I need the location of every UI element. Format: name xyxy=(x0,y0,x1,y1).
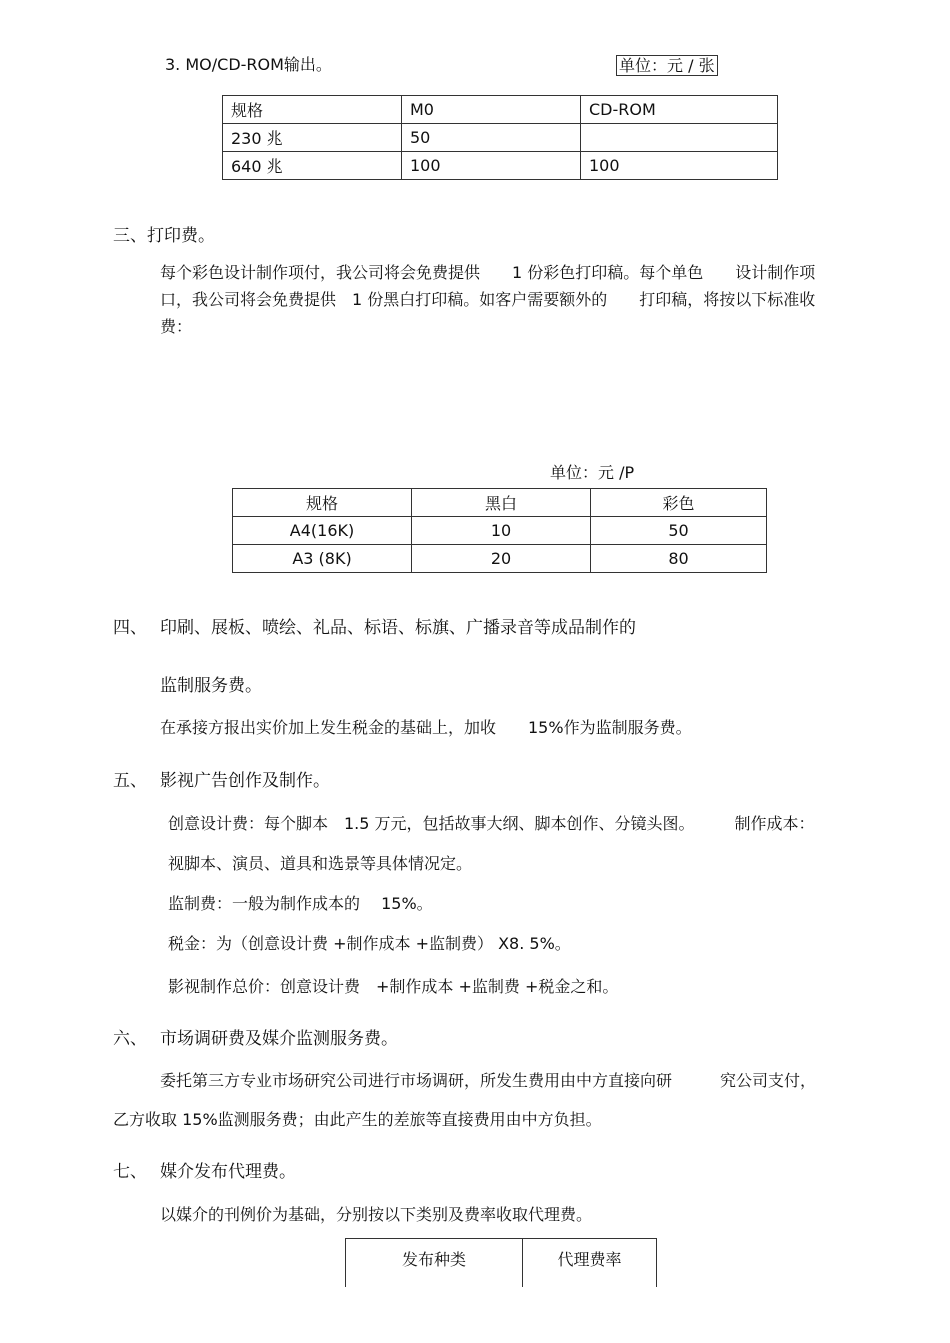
paragraph-line: 创意设计费：每个脚本 1.5 万元，包括故事大纲、脚本创作、分镜头图。 制作成本： xyxy=(168,814,815,833)
table-header-row xyxy=(346,1239,657,1288)
paragraph-line: 费： xyxy=(160,317,193,336)
item3-title: 3. MO/CD-ROM输出。 xyxy=(165,55,332,74)
table-header-row xyxy=(223,96,778,124)
section-number: 五、 xyxy=(113,771,147,791)
table-cell: A4(16K) xyxy=(233,517,412,545)
table-cell: 100 xyxy=(581,152,778,180)
paragraph-line: 在承接方报出实价加上发生税金的基础上，加收 15%作为监制服务费。 xyxy=(160,718,692,737)
section-heading: 影视广告创作及制作。 xyxy=(160,771,330,791)
table-header-row xyxy=(233,489,767,517)
table-header-cell: M0 xyxy=(402,96,581,124)
section-heading: 市场调研费及媒介监测服务费。 xyxy=(160,1029,398,1049)
paragraph-line: 乙方收取 15%监测服务费；由此产生的差旅等直接费用由中方负担。 xyxy=(113,1110,602,1129)
print-fee-table xyxy=(232,488,767,573)
paragraph-line: 以媒介的刊例价为基础，分别按以下类别及费率收取代理费。 xyxy=(160,1205,593,1224)
paragraph-line: 口，我公司将会免费提供 1 份黑白打印稿。如客户需要额外的 打印稿，将按以下标准收 xyxy=(160,290,816,309)
section-number: 七、 xyxy=(113,1162,147,1182)
section-number: 四、 xyxy=(113,618,147,638)
table-cell xyxy=(581,124,778,152)
section-number: 六、 xyxy=(113,1029,147,1049)
table-header-cell: 彩色 xyxy=(591,489,767,517)
paragraph-line: 视脚本、演员、道具和选景等具体情况定。 xyxy=(168,854,473,873)
paragraph-line: 监制费：一般为制作成本的 15%。 xyxy=(168,894,433,913)
table-cell: A3 (8K) xyxy=(233,545,412,573)
agency-fee-table xyxy=(345,1238,657,1287)
table-cell: 10 xyxy=(412,517,591,545)
paragraph-line: 影视制作总价：创意设计费 +制作成本 +监制费 +税金之和。 xyxy=(168,977,619,996)
table-cell: 50 xyxy=(402,124,581,152)
table-header-cell: 代理费率 xyxy=(523,1239,657,1288)
table-row xyxy=(233,517,767,545)
table-row xyxy=(223,124,778,152)
section-heading: 媒介发布代理费。 xyxy=(160,1162,296,1182)
table-cell: 640 兆 xyxy=(223,152,402,180)
table-header-cell: 发布种类 xyxy=(346,1239,523,1288)
table-row xyxy=(233,545,767,573)
paragraph-line: 每个彩色设计制作项付，我公司将会免费提供 1 份彩色打印稿。每个单色 设计制作项 xyxy=(160,263,816,282)
mo-cdrom-table xyxy=(222,95,778,180)
table-cell: 100 xyxy=(402,152,581,180)
print-unit: 单位：元 /P xyxy=(550,463,635,482)
table-header-cell: 黑白 xyxy=(412,489,591,517)
section-heading-cont: 监制服务费。 xyxy=(160,676,262,696)
table-header-cell: CD-ROM xyxy=(581,96,778,124)
table-cell: 80 xyxy=(591,545,767,573)
table-cell: 20 xyxy=(412,545,591,573)
paragraph-line: 税金：为（创意设计费 +制作成本 +监制费） X8. 5%。 xyxy=(168,934,571,953)
paragraph-line: 委托第三方专业市场研究公司进行市场调研，所发生费用由中方直接向研 究公司支付， xyxy=(160,1071,817,1090)
table-cell: 230 兆 xyxy=(223,124,402,152)
section-heading: 三、打印费。 xyxy=(113,226,215,246)
item3-unit: 单位：元 / 张 xyxy=(616,55,718,76)
table-row xyxy=(223,152,778,180)
table-cell: 50 xyxy=(591,517,767,545)
section-heading: 印刷、展板、喷绘、礼品、标语、标旗、广播录音等成品制作的 xyxy=(160,618,636,638)
table-header-cell: 规格 xyxy=(233,489,412,517)
table-header-cell: 规格 xyxy=(223,96,402,124)
